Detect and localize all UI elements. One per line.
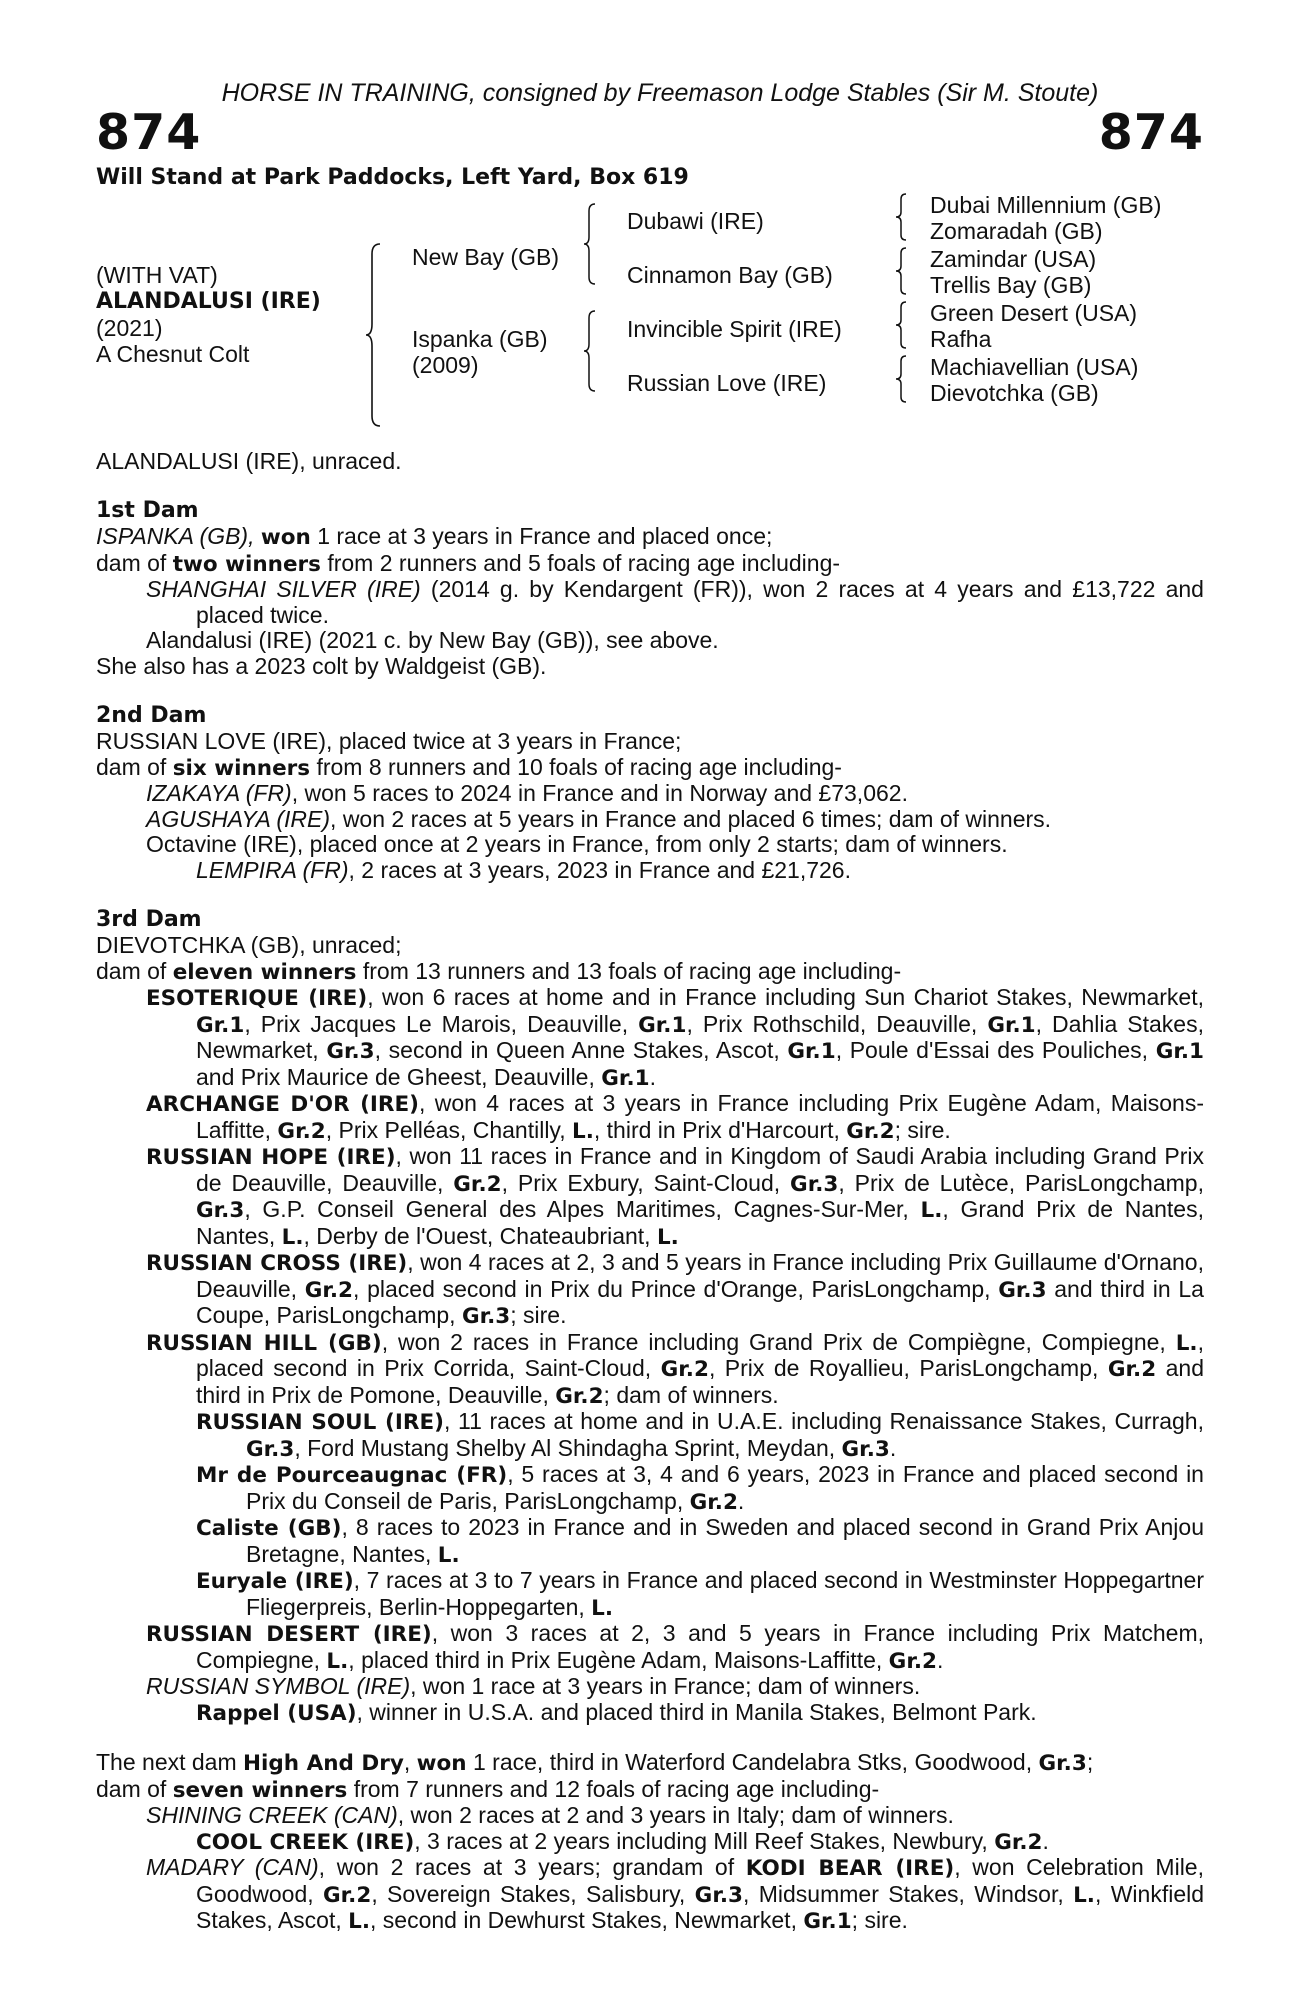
vat-note: (WITH VAT)	[96, 262, 218, 288]
ancestor-3: Zamindar (USA)	[930, 246, 1097, 272]
ancestor-6: Rafha	[930, 326, 992, 352]
brace-g3	[894, 300, 908, 350]
dam-sire: Invincible Spirit (IRE)	[627, 316, 842, 342]
dam-produce-summary: dam of eleven winners from 13 runners and 13 foals of racing age including-	[96, 957, 902, 985]
produce-entry: Mr de Pourceaugnac (FR), 5 races at 3, 4 and 6 years, 2023 in France and placed second in Prix du Conseil de Paris, ParisLongchamp, Gr.2.	[196, 1461, 1204, 1515]
dam-produce-summary: dam of seven winners from 7 runners and 12 foals of racing age including-	[96, 1775, 880, 1803]
produce-entry: Euryale (IRE), 7 races at 3 to 7 years in France and placed second in Westminster Hoppegartner Fliegerpreis, Berlin-Hoppegarten, L.	[196, 1567, 1204, 1621]
produce-entry: Octavine (IRE), placed once at 2 years in France, from only 2 starts; dam of winners.	[146, 831, 1008, 857]
section-title: 3rd Dam	[96, 907, 202, 932]
brace-g2	[894, 246, 908, 296]
produce-entry: IZAKAYA (FR), won 5 races to 2024 in France and in Norway and £73,062.	[146, 780, 908, 806]
produce-entry: MADARY (CAN), won 2 races at 3 years; grandam of KODI BEAR (IRE), won Celebration Mile, Goodwood, Gr.2, Sovereign Stakes, Salisbury, Gr.3, Midsummer Stakes, Windsor, L., Winkfield Stakes, Ascot, L., second in Dewhurst Stakes, Newmarket, Gr.1; sire.	[146, 1854, 1205, 1934]
produce-entry: SHANGHAI SILVER (IRE) (2014 g. by Kendargent (FR)), won 2 races at 4 years and £13,722 and placed twice.	[146, 576, 1204, 628]
dam-produce-summary: dam of six winners from 8 runners and 10 foals of racing age including-	[96, 753, 842, 781]
catalogue-page	[96, 78, 1204, 1935]
brace-g1	[894, 192, 908, 242]
produce-entry: COOL CREEK (IRE), 3 races at 2 years including Mill Reef Stakes, Newbury, Gr.2.	[196, 1827, 1049, 1855]
ancestor-7: Machiavellian (USA)	[930, 354, 1139, 380]
produce-note: She also has a 2023 colt by Waldgeist (GB).	[96, 652, 547, 679]
produce-entry: ARCHANGE D'OR (IRE), won 4 races at 3 years in France including Prix Eugène Adam, Maisons-Laffitte, Gr.2, Prix Pelléas, Chantilly, L., third in Prix d'Harcourt, Gr.2; sire.	[146, 1090, 1205, 1144]
sire-name: New Bay (GB)	[412, 244, 559, 270]
section-title: 2nd Dam	[96, 703, 207, 728]
ancestor-2: Zomaradah (GB)	[930, 218, 1103, 244]
third-dam-section	[96, 907, 1204, 1726]
produce-entry: RUSSIAN HILL (GB), won 2 races in France including Grand Prix de Compiègne, Compiegne, L., placed second in Prix Corrida, Saint-Cloud, Gr.2, Prix de Royallieu, ParisLongchamp, Gr.2 and third in Prix de Pomone, Deauville, Gr.2; dam of winners.	[146, 1328, 1204, 1409]
dam-record: ISPANKA (GB), won 1 race at 3 years in France and placed once;	[96, 523, 773, 550]
dam-record: RUSSIAN LOVE (IRE), placed twice at 3 years in France;	[96, 728, 682, 754]
brace-g4	[894, 354, 908, 404]
sire-dam: Cinnamon Bay (GB)	[627, 262, 833, 288]
produce-entry: RUSSIAN DESERT (IRE), won 3 races at 2, 3 and 5 years in France including Prix Matchem, Compiegne, L., placed third in Prix Eugène Adam, Maisons-Laffitte, Gr.2.	[146, 1620, 1204, 1674]
horse-year: (2021)	[96, 315, 163, 341]
produce-entry: Rappel (USA), winner in U.S.A. and placed third in Manila Stakes, Belmont Park.	[196, 1698, 1037, 1726]
produce-entry: Alandalusi (IRE) (2021 c. by New Bay (GB)), see above.	[146, 627, 719, 653]
dam-produce-summary: dam of two winners from 2 runners and 5 foals of racing age including-	[96, 549, 841, 577]
section-title: 1st Dam	[96, 498, 199, 523]
first-dam-section	[96, 498, 1204, 679]
next-dam-section	[96, 1750, 1204, 1935]
second-dam-section	[96, 703, 1204, 883]
intro-line: ALANDALUSI (IRE), unraced.	[96, 448, 402, 474]
brace-sire-line	[582, 202, 598, 286]
brace-dam-line	[582, 309, 598, 393]
dam-name: Ispanka (GB)	[412, 326, 548, 352]
dam-dam: Russian Love (IRE)	[627, 370, 827, 396]
stand-location: Will Stand at Park Paddocks, Left Yard, Box 619	[96, 165, 689, 190]
dam-year: (2009)	[412, 352, 479, 378]
ancestor-8: Dievotchka (GB)	[930, 380, 1099, 406]
ancestor-1: Dubai Millennium (GB)	[930, 192, 1162, 218]
produce-entry: RUSSIAN HOPE (IRE), won 11 races in France and in Kingdom of Saudi Arabia including Grand Prix de Deauville, Deauville, Gr.2, Prix Exbury, Saint-Cloud, Gr.3, Prix de Lutèce, ParisLongchamp, Gr.3, G.P. Conseil General des Alpes Maritimes, Cagnes-Sur-Mer, L., Grand Prix de Nantes, Nantes, L., Derby de l'Ouest, Chateaubriant, L.	[146, 1143, 1204, 1250]
horse-name: ALANDALUSI (IRE)	[96, 289, 321, 314]
produce-entry: Caliste (GB), 8 races to 2023 in France and in Sweden and placed second in Grand Prix Anjou Bretagne, Nantes, L.	[196, 1514, 1204, 1568]
brace-parents	[364, 242, 384, 428]
produce-entry: ESOTERIQUE (IRE), won 6 races at home and in France including Sun Chariot Stakes, Newmarket, Gr.1, Prix Jacques Le Marois, Deauville, Gr.1, Prix Rothschild, Deauville, Gr.1, Dahlia Stakes, Newmarket, Gr.3, second in Queen Anne Stakes, Ascot, Gr.1, Poule d'Essai des Pouliches, Gr.1 and Prix Maurice de Gheest, Deauville, Gr.1.	[146, 984, 1204, 1091]
produce-entry: SHINING CREEK (CAN), won 2 races at 2 and 3 years in Italy; dam of winners.	[146, 1802, 954, 1828]
produce-entry: RUSSIAN SYMBOL (IRE), won 1 race at 3 years in France; dam of winners.	[146, 1673, 921, 1699]
lot-number-left: 874	[96, 104, 202, 161]
page-header: HORSE IN TRAINING, consigned by Freemason Lodge Stables (Sir M. Stoute)	[221, 79, 1099, 107]
dam-record: The next dam High And Dry, won 1 race, third in Waterford Candelabra Stks, Goodwood, Gr.3;	[96, 1749, 1094, 1776]
produce-entry: AGUSHAYA (IRE), won 2 races at 5 years in France and placed 6 times; dam of winners.	[146, 805, 1052, 832]
produce-entry: RUSSIAN CROSS (IRE), won 4 races at 2, 3 and 5 years in France including Prix Guillaume d'Ornano, Deauville, Gr.2, placed second in Prix du Prince d'Orange, ParisLongchamp, Gr.3 and third in La Coupe, ParisLongchamp, Gr.3; sire.	[146, 1249, 1204, 1329]
ancestor-5: Green Desert (USA)	[930, 300, 1138, 326]
produce-entry: LEMPIRA (FR), 2 races at 3 years, 2023 in France and £21,726.	[196, 856, 851, 883]
lot-number-right: 874	[1098, 104, 1204, 161]
ancestor-4: Trellis Bay (GB)	[930, 272, 1092, 298]
lot-number-row	[96, 104, 1204, 161]
pedigree-table	[96, 192, 1204, 442]
horse-description: A Chesnut Colt	[96, 341, 250, 367]
sire-sire: Dubawi (IRE)	[627, 208, 764, 234]
dam-record: DIEVOTCHKA (GB), unraced;	[96, 932, 402, 958]
produce-entry: RUSSIAN SOUL (IRE), 11 races at home and in U.A.E. including Renaissance Stakes, Curragh, Gr.3, Ford Mustang Shelby Al Shindagha Sprint, Meydan, Gr.3.	[196, 1408, 1204, 1462]
